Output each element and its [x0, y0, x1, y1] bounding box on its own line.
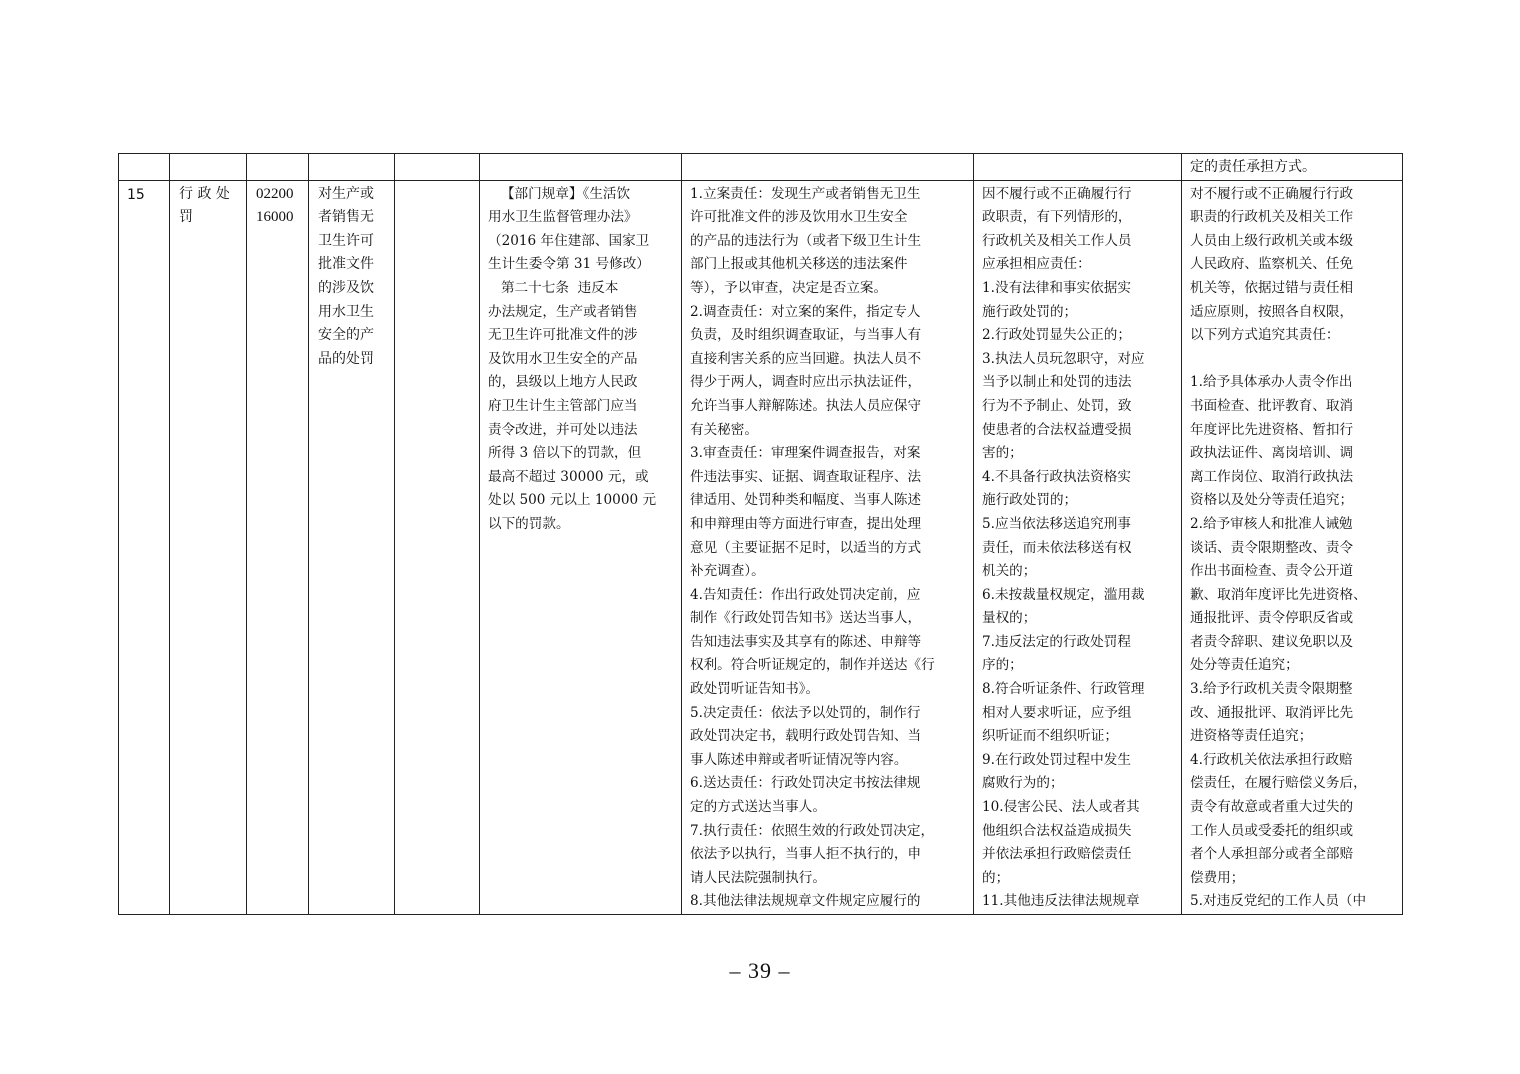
responsibility-table [118, 153, 1403, 915]
item-code-cell [247, 180, 309, 914]
item-accountability-cases: 因不履行或不正确履行行 政职责，有下列情形的， 行政机关及相关工作人员 应承担相应责任： 1.没有法律和事实依据实 施行政处罚的； 2.行政处罚显失公正的； 3.执法人员玩忽职守，对应 当予以制止和处罚的违法 行为不予制止、处罚，致 使患者的合法权益遭受损 害的； 4.不具备行政执法资格实 施行政处罚的； 5.应当依法移送追究刑事 责任，而未依法移送有权 机关的； 6.未按裁量权规定，滥用裁 量权的； 7.违反法定的行政处罚程 序的； 8.符合听证条件、行政管理 相对人要求听证，应予组 织听证而不组织听证； 9.在行政处罚过程中发生 腐败行为的； 10.侵害公民、法人或者其 他组织合法权益造成损失 并依法承担行政赔偿责任 的； 11.其他违反法律法规规章 [982, 185, 1145, 910]
item-category: 行 政 处 罚 [179, 185, 230, 226]
page-number: – 39 – [729, 958, 791, 983]
item-basis-cell [480, 180, 682, 914]
item-number: 15 [119, 180, 170, 914]
item-code: 02200 16000 [256, 185, 294, 226]
cont-code-cell [247, 154, 309, 181]
item-accountability-cases-cell [974, 180, 1182, 914]
item-accountability-methods: 对不履行或不正确履行行政 职责的行政机关及相关工作 人员由上级行政机关或本级 人民政府、监察机关、任免 机关等，依据过错与责任相 适应原则，按照各自权限， 以下列方式追究其责任： 1.给予具体承办人责令作出 书面检查、批评教育、取消 年度评比先进资格、暂扣行 政执法证件、离岗培训、调 离工作岗位、取消行政执法 资格以及处分等责任追究； 2.给予审核人和批准人诫勉 谈话、责令限期整改、责令 作出书面检查、责令公开道 歉、取消年度评比先进资格、 通报批评、责令停职反省或 者责令辞职、建议免职以及 处分等责任追究； 3.给予行政机关责令限期整 改、通报批评、取消评比先 进资格等责任追究； 4.行政机关依法承担行政赔 偿责任，在履行赔偿义务后， 责令有故意或者重大过失的 工作人员或受委托的组织或 者个人承担部分或者全部赔 偿费用； 5.对违反党纪的工作人员（中 [1190, 185, 1367, 910]
cont-subitem-cell [395, 154, 480, 181]
table-row [119, 180, 1403, 914]
continuation-text: 定的责任承担方式。 [1190, 159, 1316, 175]
item-category-cell [170, 180, 247, 914]
item-basis: 【部门规章】《生活饮 用水卫生监督管理办法》 （2016 年住建部、国家卫 生计生委令第 31 号修改） 第二十七条 违反本 办法规定，生产或者销售 无卫生许可批准文件的涉 及饮用水卫生安全的产品 的，县级以上地方人民政 府卫生计生主管部门应当 责令改进，并可处以违法 所得 3 倍以下的罚款，但 最高不超过 30000 元，或 处以 500 元以上 10000 元 以下的罚款。 [488, 185, 657, 532]
item-name-cell [309, 180, 395, 914]
cont-basis-cell [480, 154, 682, 181]
item-subitem-cell [395, 180, 480, 914]
cont-methods-cell [1182, 154, 1403, 181]
continuation-row [119, 154, 1403, 181]
cont-name-cell [309, 154, 395, 181]
cont-category-cell [170, 154, 247, 181]
item-subitem [395, 181, 479, 183]
item-duties-cell [682, 180, 974, 914]
cont-cases-cell [974, 154, 1182, 181]
item-accountability-methods-cell [1182, 180, 1403, 914]
item-duties: 1.立案责任：发现生产或者销售无卫生 许可批准文件的涉及饮用水卫生安全 的产品的违法行为（或者下级卫生计生 部门上报或其他机关移送的违法案件 等），予以审查，决定是否立案。 2.调查责任：对立案的案件，指定专人 负责，及时组织调查取证，与当事人有 直接利害关系的应当回避。执法人员不 得少于两人，调查时应出示执法证件， 允许当事人辩解陈述。执法人员应保守 有关秘密。 3.审查责任：审理案件调查报告，对案 件违法事实、证据、调查取证程序、法 律适用、处罚种类和幅度、当事人陈述 和申辩理由等方面进行审查，提出处理 意见（主要证据不足时，以适当的方式 补充调查）。 4.告知责任：作出行政处罚决定前，应 制作《行政处罚告知书》送达当事人， 告知违法事实及其享有的陈述、申辩等 权利。符合听证规定的，制作并送达《行 政处罚听证告知书》。 5.决定责任：依法予以处罚的，制作行 政处罚决定书，载明行政处罚告知、当 事人陈述申辩或者听证情况等内容。 6.送达责任：行政处罚决定书按法律规 定的方式送达当事人。 7.执行责任：依照生效的行政处罚决定， 依法予以执行，当事人拒不执行的，申 请人民法院强制执行。 8.其他法律法规规章文件规定应履行的 [690, 185, 935, 910]
cont-duties-cell [682, 154, 974, 181]
item-name: 对生产或 者销售无 卫生许可 批准文件 的涉及饮 用水卫生 安全的产 品的处罚 [318, 185, 374, 367]
cont-number-cell [119, 154, 170, 181]
